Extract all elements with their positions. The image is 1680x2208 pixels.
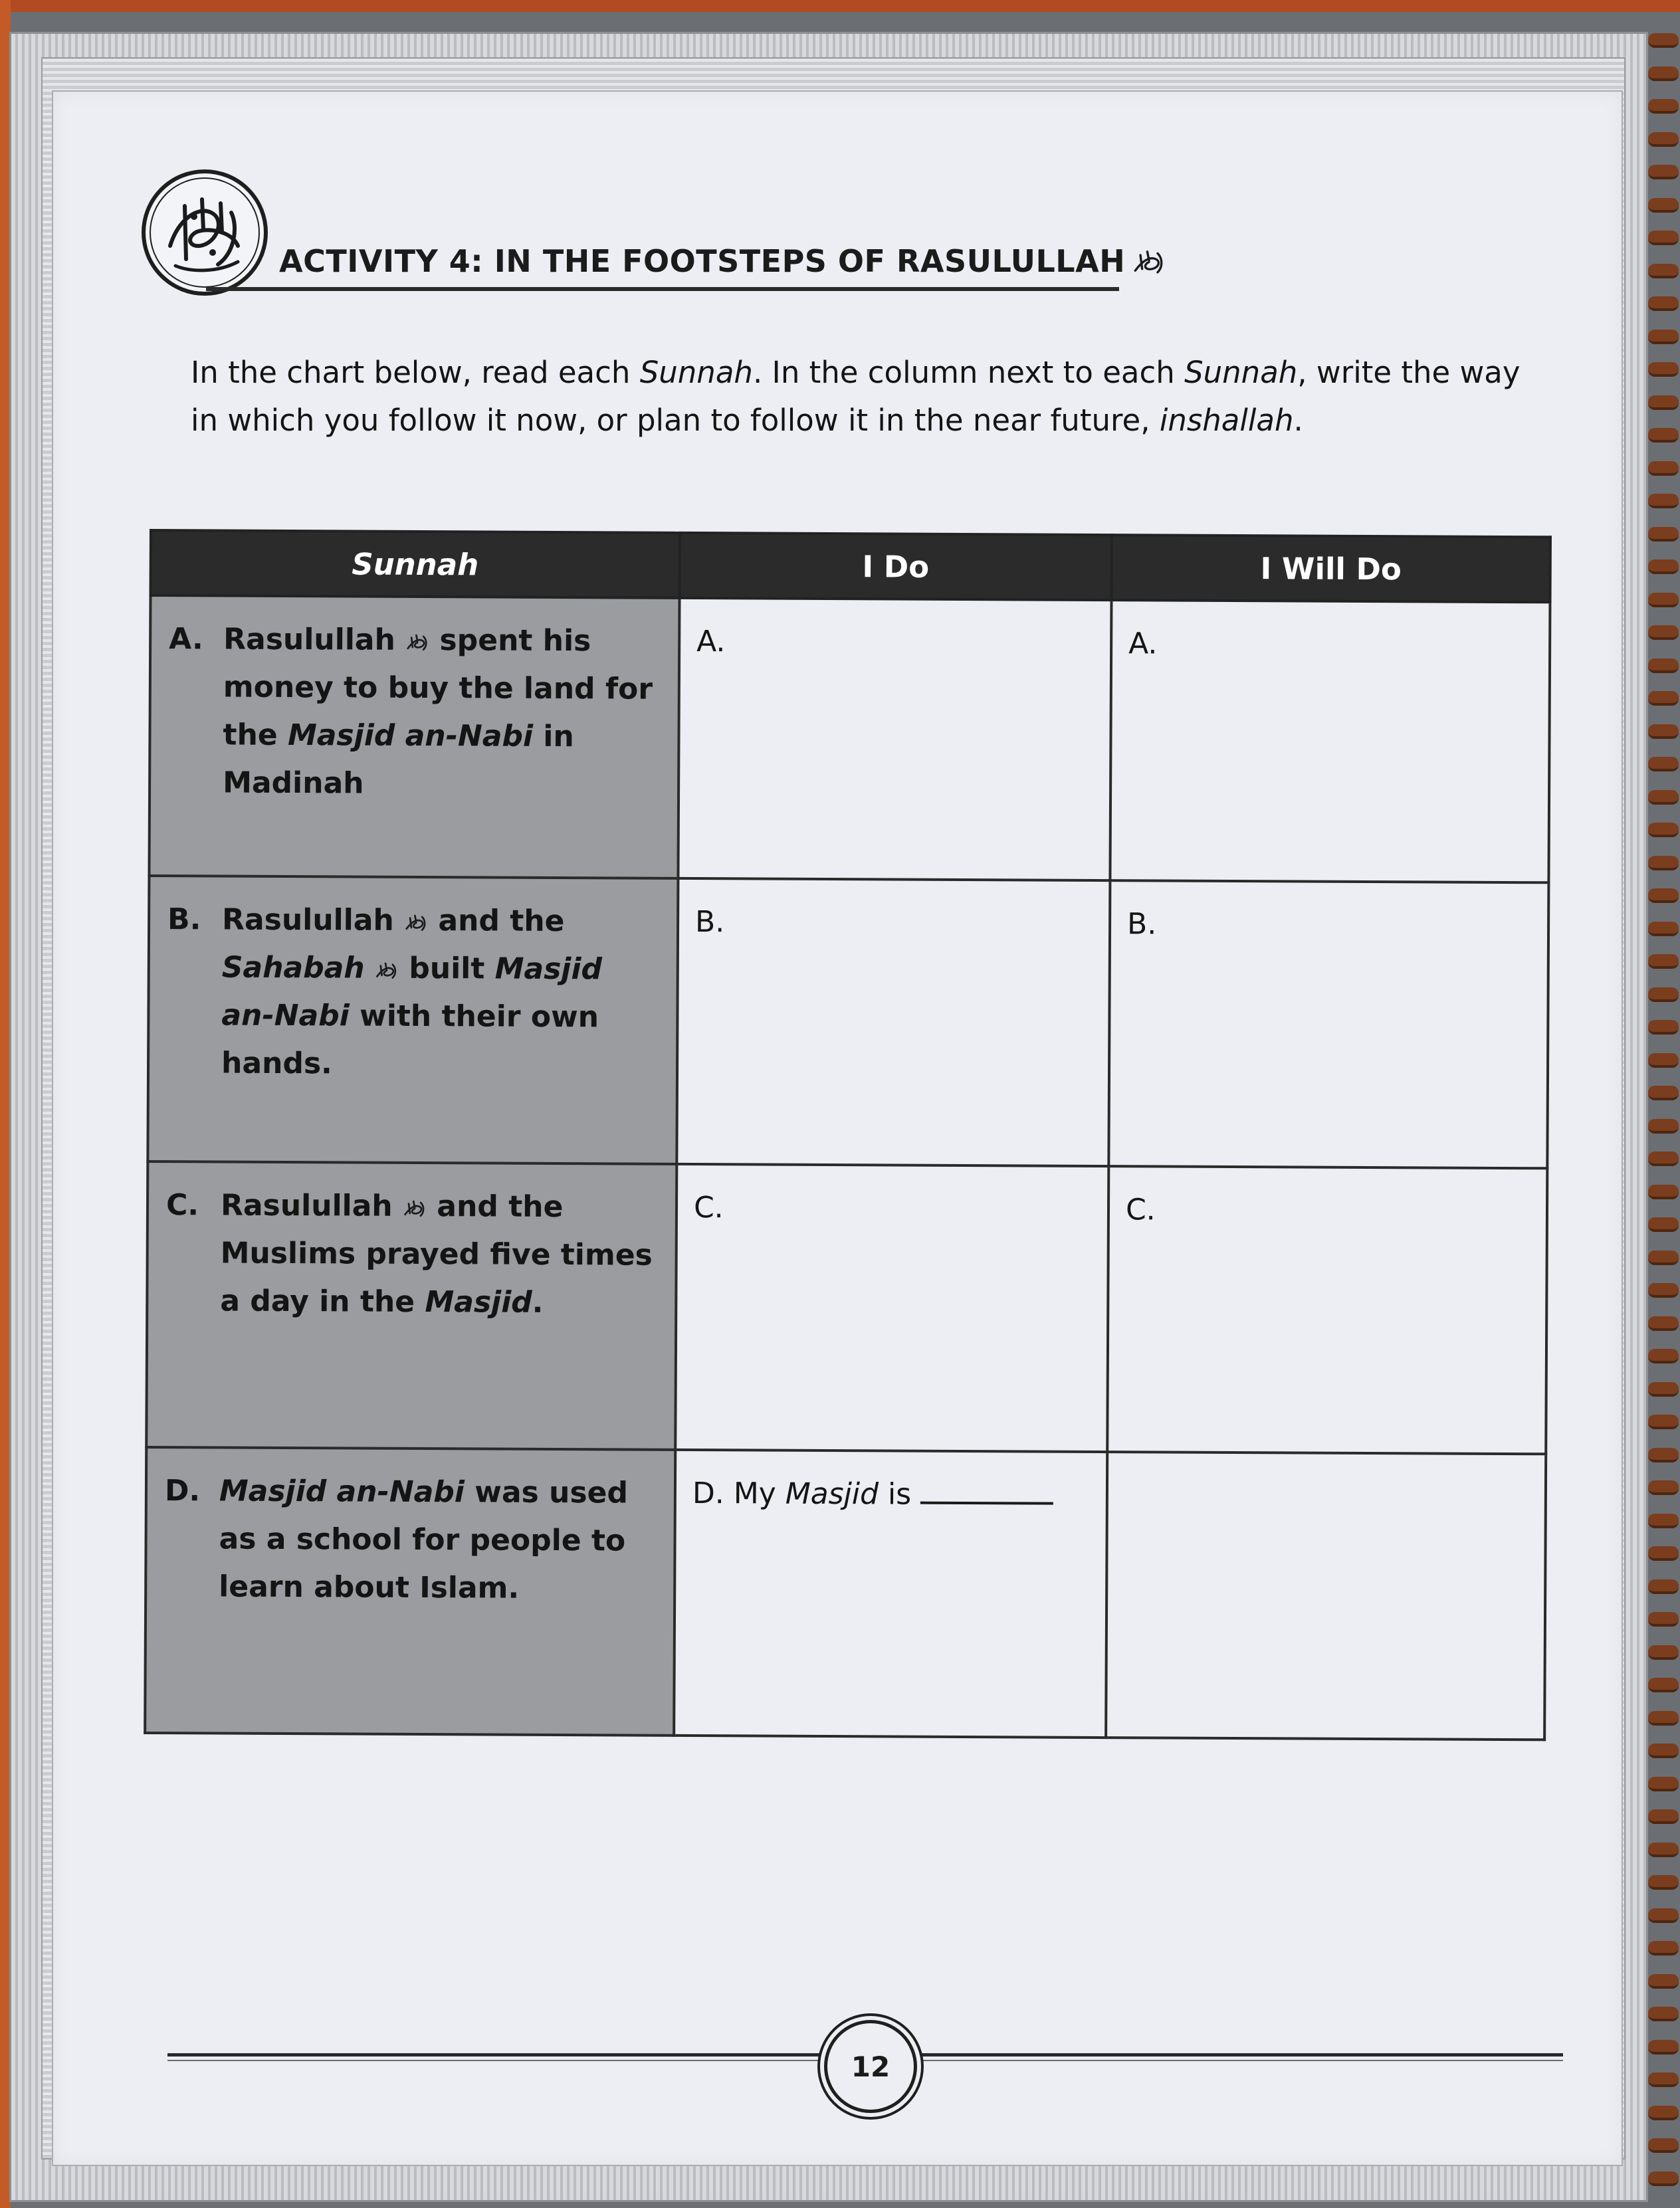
spiral-ring [1648,231,1679,245]
cell-letter: B. [694,905,725,940]
spiral-ring [1648,954,1679,969]
spiral-ring [1648,1415,1679,1429]
instructions-text: Sunnah [639,355,753,390]
spiral-ring [1648,1283,1679,1298]
sunnah-text-part: Masjid an-Nabi [221,952,603,1033]
instructions-text: Sunnah [1184,355,1298,390]
spiral-ring [1648,593,1679,607]
sunnah-text-part: spent his money to buy the land for the [223,623,653,753]
table-row [149,595,1550,882]
spiral-ring [1648,33,1679,48]
spiral-ring [1648,1480,1679,1495]
spiral-ring [1648,1251,1679,1265]
sunnah-text-part: . [532,1285,544,1320]
sunnah-text-part: built [398,951,495,986]
i-will-do-cell-c[interactable] [1107,1166,1547,1454]
activity-title-text: ACTIVITY 4: IN THE FOOTSTEPS OF RASULULLAH [279,243,1126,279]
spiral-ring [1648,1645,1679,1660]
fill-in-blank[interactable] [920,1474,1053,1505]
spiral-ring [1648,1974,1679,1989]
instructions-text: . [1293,403,1303,438]
spiral-ring [1648,494,1679,508]
spiral-ring [1648,724,1679,739]
cell-letter: C. [1125,1193,1156,1227]
spiral-ring [1648,922,1679,936]
spiral-ring [1648,2106,1679,2120]
spiral-ring [1648,888,1679,903]
row-letter: B. [167,902,201,937]
spiral-ring [1648,1941,1679,1956]
spiral-ring [1648,2138,1679,2153]
calligraphy-seal-icon [138,166,271,299]
spiral-ring [1648,1382,1679,1397]
spiral-ring [1648,1809,1679,1824]
pbuh-honorific-icon [1132,247,1166,276]
spiral-ring [1648,132,1679,147]
spiral-ring [1648,987,1679,1002]
instructions-text: . In the column next to each [752,355,1185,390]
spiral-ring [1648,625,1679,640]
spiral-ring [1648,1843,1679,1857]
header-i-will-do: I Will Do [1111,535,1550,602]
activity-title [279,243,1166,279]
spiral-ring [1648,2072,1679,2087]
sunnah-text-part: Rasulullah [222,902,394,938]
spiral-ring [1648,66,1679,81]
spiral-ring [1648,1514,1679,1528]
pbuh-honorific-icon [404,910,428,934]
cell-text: Masjid [785,1476,879,1512]
sunnah-text [219,1468,658,1613]
sunnah-text-part: in Madinah [223,719,574,801]
spiral-ring [1648,1217,1679,1232]
instructions-text: inshallah [1159,403,1294,438]
i-will-do-cell-d[interactable] [1106,1452,1546,1740]
spiral-ring [1648,1020,1679,1035]
spiral-ring [1648,198,1679,213]
spiral-ring [1648,790,1679,805]
pbuh-honorific-icon [403,1196,427,1220]
sunnah-text-part: Masjid [425,1285,532,1320]
spiral-ring [1648,99,1679,114]
sunnah-cell-d [145,1447,675,1736]
pbuh-honorific-icon [405,630,429,654]
spiral-ring [1648,362,1679,377]
sunnah-text [221,896,661,1090]
spiral-ring [1648,1612,1679,1627]
spiral-ring [1648,165,1679,179]
instructions-paragraph [191,349,1546,445]
instructions-text: In the chart below, read each [191,355,640,390]
spiral-ring [1648,1152,1679,1166]
row-letter: A. [169,622,203,656]
spiral-ring [1648,658,1679,673]
spiral-ring [1648,823,1679,837]
spiral-ring [1648,1875,1679,1890]
sunnah-text-part: Rasulullah [223,622,395,657]
spiral-ring [1648,1678,1679,1692]
spiral-ring [1648,1579,1679,1594]
spiral-ring [1648,461,1679,476]
sunnah-cell-c [146,1161,677,1450]
cell-letter: B. [1126,907,1157,942]
spiral-ring [1648,856,1679,870]
i-do-cell-a[interactable] [678,598,1111,880]
row-letter: C. [165,1188,199,1223]
sunnah-chart [144,529,1560,1742]
cell-text: D. My [692,1476,786,1511]
spiral-ring [1648,395,1679,410]
spiral-ring [1648,2171,1679,2186]
spiral-ring [1648,1185,1679,1199]
spiral-ring [1648,757,1679,771]
spiral-ring [1648,1546,1679,1561]
header-i-do: I Do [680,533,1112,600]
table-row [146,1161,1547,1454]
cell-letter: C. [693,1191,724,1225]
sunnah-text [223,616,662,809]
sunnah-cell-a [149,595,679,878]
row-letter: D. [164,1474,201,1508]
sunnah-text-part: Masjid an-Nabi [287,718,534,753]
spiral-ring [1648,1349,1679,1363]
spiral-ring [1648,1908,1679,1923]
spiral-ring [1648,2040,1679,2055]
spiral-ring [1648,330,1679,344]
sunnah-text-part: and the Muslims prayed five times a day in the [220,1189,653,1320]
i-do-cell-d[interactable] [674,1450,1107,1738]
i-will-do-cell-b[interactable] [1108,880,1548,1168]
spiral-ring [1648,559,1679,574]
instructions-text: , write the way in which you follow it now, or plan to follow it in the near future, [191,355,1521,438]
spiral-binding-icon [1644,27,1680,2179]
sunnah-text [220,1182,659,1328]
sunnah-table [144,529,1552,1741]
sunnah-text-part: Sahabah [221,950,365,985]
table-row [148,876,1548,1168]
spiral-ring [1648,1053,1679,1068]
pbuh-honorific-icon [375,958,399,982]
spiral-ring [1648,1711,1679,1726]
i-will-do-cell-a[interactable] [1110,600,1550,882]
sunnah-cell-b [148,876,678,1164]
cell-letter: A. [1128,627,1158,661]
book-cover-edge-top [0,0,1680,12]
spiral-ring [1648,2007,1679,2021]
spiral-ring [1648,264,1679,278]
spiral-ring [1648,527,1679,542]
sunnah-text-part: Masjid an-Nabi [219,1474,465,1510]
sunnah-text-part: and the [427,904,565,939]
sunnah-text-part: Rasulullah [220,1188,393,1223]
spiral-ring [1648,1777,1679,1791]
spiral-ring [1648,1448,1679,1462]
i-do-cell-c[interactable] [675,1164,1108,1452]
sunnah-text-part: with their own hands. [221,999,599,1081]
spiral-ring [1648,296,1679,311]
spiral-ring [1648,1744,1679,1758]
sunnah-text-part: was used as a school for people to learn about Islam. [219,1475,629,1605]
cell-letter: A. [696,625,726,659]
table-row [145,1447,1546,1740]
page-number: 12 [824,2020,917,2113]
spiral-ring [1648,1086,1679,1100]
spiral-ring [1648,691,1679,706]
i-do-cell-b[interactable] [677,878,1110,1166]
spiral-ring [1648,428,1679,443]
title-underline [206,287,1119,291]
cell-text: is [878,1477,921,1512]
spiral-ring [1648,1316,1679,1331]
header-sunnah: Sunnah [151,530,680,598]
spiral-ring [1648,1119,1679,1134]
